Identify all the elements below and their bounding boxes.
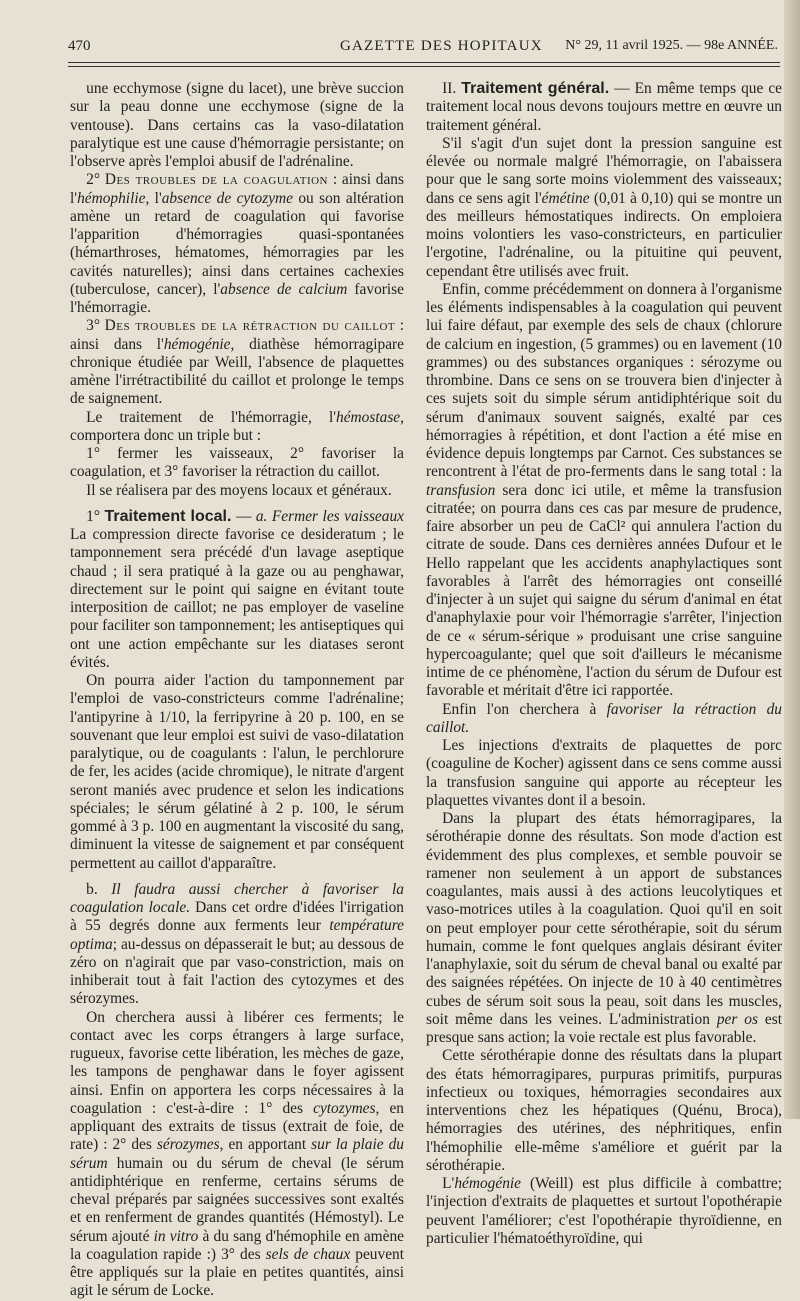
italic-text: sels de chaux: [265, 1245, 351, 1263]
paragraph: [70, 445, 404, 482]
paragraph: [426, 701, 782, 738]
text-run: Il se réalisera par des moyens locaux et généraux.: [86, 481, 392, 499]
paragraph: [426, 135, 782, 281]
text-run: humain ou du sérum de cheval (le sérum antidiphtérique en renferme, certains sérums de cheval préparés par saignées successives sont exaltés et en renferment de grandes quantités (Hémostyl). Le sérum ajouté: [70, 1154, 404, 1245]
paragraph: [70, 482, 404, 500]
text-run: — En même temps que ce traitement local nous devons toujours mettre en œuvre un traitement général.: [426, 80, 783, 134]
italic-text: cytozymes: [313, 1099, 376, 1117]
text-run: , comportera donc un triple but :: [70, 408, 404, 444]
left-column: [70, 80, 405, 1300]
text-run: Dans cet ordre d'idées l'irrigation à 55 degrés donne aux ferments leur: [70, 899, 404, 935]
issue-info: N° 29, 11 avril 1925. — 98e ANNÉE.: [565, 38, 778, 53]
paragraph: [70, 1009, 404, 1301]
text-run: II.: [442, 80, 462, 97]
text-run: On pourra aider l'action du tamponnement par l'emploi de vaso-constricteurs comme l'adrénaline; l'antipyrine à 1/10, la ferripyrine à 20 p. 100, en se souvenant que leur emploi est suivi de vaso-dilatation paralytique, ou de coagulants : l'alun, le perchlorure de fer, les acides (acide chromique), le nitrate d'argent seront maniés avec prudence et selon les indications spéciales; le sérum gélatiné à 2 p. 100, le sérum gommé à 3 p. 100 en augmentant la viscosité du sang, diminuent la vitesse de saignement et par conséquent permettent au caillot d'apparaître.: [70, 672, 404, 872]
section-heading: Traitement général.: [461, 80, 610, 97]
text-run: , en appliquant des extraits de tissus (extrait de foie, de rate) : 2° des: [70, 1099, 404, 1154]
text-run: favorise l'hémorragie.: [70, 280, 405, 316]
italic-text: émétine: [541, 189, 590, 207]
text-run: peuvent être appliqués sur la plaie en petites quantités, ainsi agit le sérum de Locke.: [70, 1245, 404, 1300]
text-run: 1° fermer les vaisseaux, 2° favoriser la coagulation, et 3° favoriser la rétraction du caillot.: [70, 445, 404, 481]
italic-text: in vitro: [153, 1227, 199, 1245]
page-edge-shadow: [784, 0, 800, 1119]
text-run: : ainsi dans l': [70, 317, 405, 353]
header-rule: [68, 62, 780, 63]
italic-text: hémostase: [336, 408, 401, 426]
italic-text: Il faudra aussi chercher à favoriser la coagulation locale.: [70, 880, 404, 916]
paragraph: [70, 508, 404, 672]
text-run: ou son altération amène un retard de coagulation qui favorise l'apparition d'hémorragies quasi-spontanées (hémarthroses, hématomes, hémorragies par les cavités naturelles); ainsi dans certaines cachexies (tuberculose, cancer), l': [70, 189, 404, 298]
italic-text: hémogénie: [163, 335, 231, 353]
right-column: [426, 80, 783, 1247]
text-run: Des troubles de la rétraction du caillot: [104, 317, 396, 335]
text-run: b.: [86, 880, 112, 898]
text-run: 1°: [86, 507, 105, 525]
text-run: Les injections d'extraits de plaquettes de porc (coaguline de Kocher) agissent dans ce sens comme aussi la transfusion sanguine qui apporte au récepteur les plaquettes vivantes dont il a besoin.: [426, 737, 782, 809]
italic-text: favoriser la rétraction du caillot.: [426, 700, 782, 736]
text-run: , en apportant: [219, 1136, 312, 1154]
italic-text: hémophilie: [77, 189, 146, 207]
italic-text: transfusion: [426, 481, 496, 499]
italic-text: absence de cytozyme: [161, 189, 293, 207]
paragraph: [70, 881, 404, 1009]
paragraph: [70, 171, 404, 317]
text-run: Enfin, comme précédemment on donnera à l'organisme les éléments indispensables à la coagulation qui peuvent lui faire défaut, par exemple des sels de chaux (chlorure de calcium en ingestion, (5 grammes) ou en lavement (10 grammes) ou des substances organiques : sérozyme ou thrombine. Dans ce sens on se trouvera bien d'injecter à ces sujets soit du simple sérum antidiphtérique soit du sérum d'animaux souvent saignés, exalté par ces hémorragies à répétition, et dont l'action a été mise en évidence depuis longtemps par Carnot. Ces substances se rencontrent à l'état de pro-ferments dans le sang total : la: [426, 280, 782, 481]
text-run: , l': [145, 189, 162, 207]
italic-text: a. Fermer les vaisseaux: [255, 507, 404, 525]
text-run: On cherchera aussi à libérer ces ferments; le contact avec les corps étrangers à large surface, rugueux, favorise cette libération, les mèches de gaze, les tampons de penghawar dans le foyer agissent ainsi. Enfin on apportera les corps nécessaires à la coagulation : c'est-à-dire : 1° des: [70, 1008, 404, 1117]
text-run: Enfin l'on cherchera à: [442, 700, 607, 718]
paragraph: [426, 810, 782, 1047]
journal-title: GAZETTE DES HOPITAUX: [340, 38, 543, 54]
text-run: Dans la plupart des états hémorragipares, la sérothérapie donne des résultats. Son mode d'action est évidemment des plus complexes, et semble pouvoir se ramener non seulement à un apport de substances coagulantes, mais aussi à des actions leucolytiques et vaso-motrices utiles à la coagulation. Quoi qu'il en soit on peut employer pour cette sérothérapie, soit du sérum humain, comme le font quelques anglais désirant éviter l'anaphylaxie, soit du sérum de cheval banal ou exalté par des saignées répétées. On injecte de 10 à 40 centimètres cubes de sérum soit sous la peau, soit dans les muscles, soit même dans les veines. L'administration: [426, 810, 782, 1028]
italic-text: sur la plaie du sérum: [70, 1136, 404, 1172]
text-run: : ainsi dans l': [70, 171, 404, 207]
text-run: (0,01 à 0,10) qui se montre un des meilleurs hémostatiques indirects. On emploiera moins volontiers les vaso-constricteurs, en particulier l'ergotine, l'adrénaline, ou la pituitine qui peuvent, cependant être utilisés avec fruit.: [426, 189, 782, 280]
text-run: à du sang d'hémophile en amène la coagulation rapide :) 3° des: [70, 1227, 404, 1263]
text-run: ; au-dessus on dépasserait le but; au dessous de zéro on n'agirait que par vaso-constriction, mais on inhiberait tout à fait l'action des cytozymes et des sérozymes.: [70, 935, 404, 1008]
text-run: sera donc ici utile, et même la transfusion citratée; on pourra dans ces cas par mesure de prudence, faire absorber un peu de CaCl² qui annulera l'action du citrate de soude. Dans ces dernières années Dufour et le Hello rappelant que les accidents anaphylactiques sont favorables à l'arrêt des hémorragies ont conseillé d'injecter à un sujet qui saigne du sérum d'animal en état d'anaphylaxie pour voir l'hémorragie s'arrêter, l'injection de ce « sérum-sérique » produisant une crise sanguine hypercoagulante; quel que soit d'ailleurs le mécanisme intime de ce phénomène, l'action du sérum de Dufour est favorable et méritait d'être ici rapportée.: [426, 481, 782, 700]
paragraph: [70, 317, 404, 408]
text-run: est presque sans action; la voie rectale est plus favorable.: [426, 1010, 782, 1046]
text-run: , diathèse hémorragipare chronique étudiée par Weill, l'absence de plaquettes amène l'irrétractibilité du caillot et prolonge le temps de saignement.: [70, 335, 404, 408]
text-run: une ecchymose (signe du lacet), une brève succion sur la peau donne une ecchymose (signe de la ventouse). Dans certains cas la vaso-dilatation paralytique est une cause d'hémorragie persistante; on l'observe après l'emploi abusif de l'adrénaline.: [70, 80, 404, 170]
italic-text: per os: [716, 1010, 758, 1028]
paragraph: [70, 672, 404, 873]
paragraph: [426, 1175, 782, 1248]
text-run: S'il s'agit d'un sujet dont la pression sanguine est élevée ou normale malgré l'hémorragie, on l'abaissera pour que le sang sorte moins violemment des vaisseaux; dans ce sens agit l': [426, 134, 782, 207]
page-number: 470: [68, 38, 91, 54]
italic-text: absence de calcium: [220, 280, 348, 298]
text-run: Le traitement de l'hémorragie, l': [86, 408, 337, 426]
italic-text: sérozymes: [156, 1136, 220, 1154]
text-run: (Weill) est plus difficile à combattre; l'injection d'extraits de plaquettes et surtout l'opothérapie peuvent l'améliorer; c'est l'opothérapie thyroïdienne, en particulier l'hématoéthyroïdine, qui: [426, 1175, 782, 1247]
paragraph: [426, 737, 782, 810]
text-run: —: [231, 507, 256, 525]
section-heading: Traitement local.: [104, 507, 232, 525]
paragraph: [426, 80, 782, 135]
italic-text: hémogénie: [454, 1175, 522, 1192]
italic-text: température optima: [70, 917, 404, 953]
text-run: 3°: [86, 317, 105, 335]
text-run: L': [442, 1175, 455, 1192]
header-rule-thin: [68, 66, 780, 67]
paragraph: [70, 409, 404, 446]
page-header: [68, 34, 778, 60]
paragraph: [70, 80, 404, 171]
text-run: La compression directe favorise ce desideratum ; le tamponnement sera précédé d'un lavage aseptique chaud ; il sera pratiqué à la gaze ou au penghawar, directement sur le point qui saigne en évitant toute interposition de caillot; ne pas employer de vaseline pour faciliter son tamponnement; les antiseptiques qui ont une action empêchante sur les diatases seront évités.: [70, 526, 404, 671]
text-run: 2°: [86, 171, 105, 189]
paragraph: [426, 281, 782, 701]
text-run: Cette sérothérapie donne des résultats dans la plupart des états hémorragipares, purpuras primitifs, purpuras infectieux ou toxiques, hémorragies secondaires aux interventions chez les hépatiques (Quénu, Broca), hémorragies des utérines, des néphritiques, enfin l'hémophilie elle-même s'améliore et guérit par la sérothérapie.: [426, 1047, 782, 1174]
text-run: Des troubles de la coagulation: [104, 171, 329, 189]
paragraph: [426, 1047, 782, 1175]
